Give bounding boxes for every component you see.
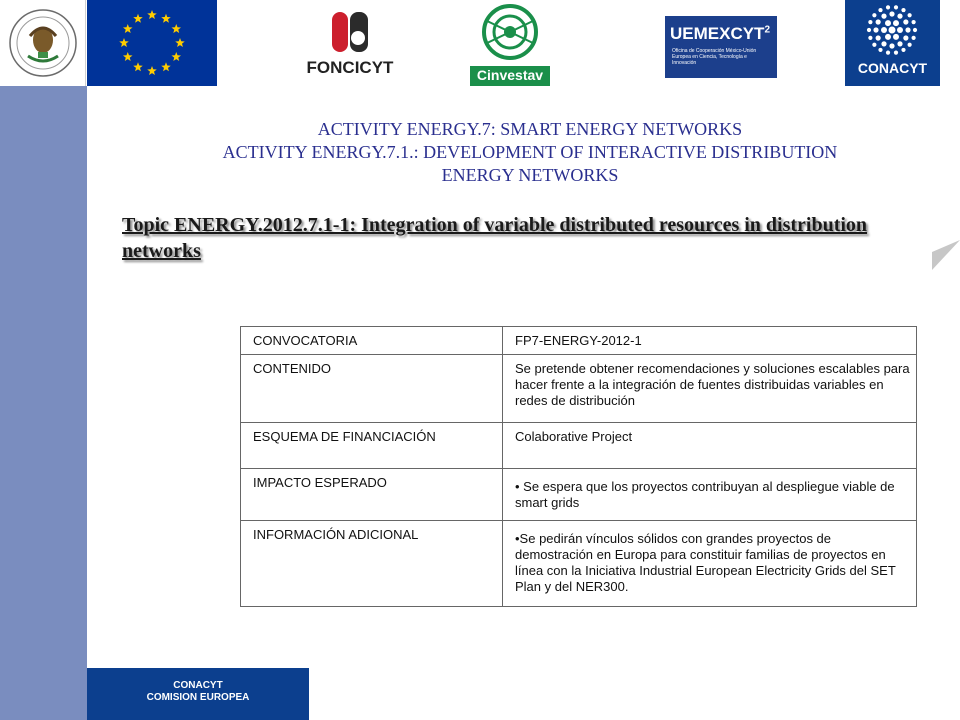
row-label: ESQUEMA DE FINANCIACIÓN: [241, 423, 503, 469]
mexico-seal-icon: [0, 0, 86, 86]
row-value: Se pretende obtener recomendaciones y soluciones escalables para hacer frente a la integración de fuentes distribuidas variables en redes de distribución: [503, 355, 917, 423]
row-value: •Se pedirán vínculos sólidos con grandes proyectos de demostración en Europa para constituir familias de proyectos en línea con la Iniciativa Industrial European Electricity Grids del SET Plan y del NER300.: [503, 521, 917, 607]
conacyt-dot-icon: [876, 35, 881, 40]
conacyt-wordmark: CONACYT: [857, 60, 928, 76]
conacyt-dot-icon: [885, 20, 891, 26]
conacyt-dot-icon: [908, 43, 912, 47]
conacyt-dot-icon: [886, 5, 890, 9]
table-row: [241, 355, 917, 423]
footer-label-block: [87, 668, 309, 720]
table-row: [241, 423, 917, 469]
conacyt-dot-icon: [893, 20, 899, 26]
eu-star-icon: [171, 24, 181, 33]
row-label: CONTENIDO: [241, 355, 503, 423]
conacyt-dot-icon: [868, 36, 872, 40]
conacyt-dot-icon: [912, 36, 916, 40]
next-arrow-icon[interactable]: [932, 240, 960, 270]
conacyt-dot-icon: [897, 27, 903, 33]
uemexcyt-superscript: 2: [764, 24, 771, 36]
eu-star-icon: [171, 52, 181, 61]
row-value: Colaborative Project: [503, 423, 917, 469]
cinvestav-logo: [465, 0, 555, 86]
eu-stars-icon: [87, 0, 217, 86]
conacyt-dot-icon: [881, 27, 887, 33]
conacyt-dot-icon: [878, 8, 882, 12]
conacyt-dot-icon: [881, 41, 886, 46]
row-label: IMPACTO ESPERADO: [241, 469, 503, 521]
foncicyt-logo: [300, 0, 400, 86]
conacyt-dot-icon: [876, 19, 881, 24]
conacyt-dot-icon: [885, 34, 891, 40]
conacyt-dot-icon: [903, 35, 908, 40]
row-value: FP7-ENERGY-2012-1: [503, 327, 917, 355]
conacyt-dot-icon: [886, 51, 890, 55]
eu-star-icon: [123, 24, 133, 33]
slide-title: [150, 118, 910, 187]
eu-star-icon: [133, 14, 143, 23]
eu-star-icon: [133, 62, 143, 71]
conacyt-dot-icon: [897, 14, 902, 19]
conacyt-dot-icon: [872, 43, 876, 47]
conacyt-dot-icon: [894, 51, 898, 55]
left-sidebar-band: [0, 86, 87, 720]
eu-star-icon: [161, 62, 171, 71]
eu-star-icon: [123, 52, 133, 61]
table-row: [241, 327, 917, 355]
conacyt-dot-icon: [873, 27, 878, 32]
cinvestav-wordmark: Cinvestav: [476, 67, 544, 83]
conacyt-dot-icon: [901, 48, 905, 52]
eu-star-icon: [147, 10, 157, 19]
foncicyt-wordmark: FONCICYT: [306, 58, 394, 77]
row-value: • Se espera que los proyectos contribuyan al despliegue viable de smart grids: [503, 469, 917, 521]
conacyt-dot-icon: [872, 13, 876, 17]
conacyt-dot-icon: [894, 5, 898, 9]
conacyt-dot-icon: [867, 28, 871, 32]
eu-star-icon: [175, 38, 185, 47]
footer-line-1: CONACYT: [173, 680, 223, 691]
mexico-seal-logo: [0, 0, 86, 86]
topic-heading: Topic ENERGY.2012.7.1-1: Integration of variable distributed resources in distribution networks: [122, 214, 868, 262]
header-logo-strip: [0, 0, 960, 86]
row-label: CONVOCATORIA: [241, 327, 503, 355]
footer-line-2: COMISION EUROPEA: [146, 692, 250, 703]
title-line-2: ACTIVITY ENERGY.7.1.: DEVELOPMENT OF INTERACTIVE DISTRIBUTION: [222, 142, 838, 162]
conacyt-dot-icon: [912, 20, 916, 24]
conacyt-dot-icon: [889, 43, 894, 48]
uemexcyt-tagline: Oficina de Cooperación México-Unión Europea en Ciencia, Tecnología e Innovación: [672, 48, 757, 66]
eu-star-icon: [147, 66, 157, 75]
conacyt-logo: [845, 0, 940, 86]
eu-star-icon: [119, 38, 129, 47]
eu-flag-logo: [87, 0, 217, 86]
conacyt-dot-icon: [905, 27, 910, 32]
row-label: INFORMACIÓN ADICIONAL: [241, 521, 503, 607]
conacyt-dot-icon: [878, 48, 882, 52]
call-info-table: [240, 326, 917, 607]
table-row: [241, 521, 917, 607]
conacyt-dot-icon: [901, 8, 905, 12]
conacyt-dot-icon: [868, 20, 872, 24]
conacyt-dot-icon: [881, 14, 886, 19]
conacyt-dot-icon: [897, 41, 902, 46]
conacyt-dot-icon: [913, 28, 917, 32]
title-line-1: ACTIVITY ENERGY.7: SMART ENERGY NETWORKS: [317, 119, 743, 139]
uemexcyt-name: UEMEXCYT: [669, 24, 765, 43]
conacyt-dot-icon: [908, 13, 912, 17]
uemexcyt-logo: [660, 0, 780, 86]
conacyt-dot-icon: [889, 11, 894, 16]
conacyt-dot-icon: [893, 34, 899, 40]
uemexcyt-wordmark: [660, 24, 780, 44]
conacyt-dot-icon: [903, 19, 908, 24]
conacyt-dot-icon: [889, 27, 896, 34]
eu-star-icon: [161, 14, 171, 23]
title-line-3: ENERGY NETWORKS: [441, 165, 619, 185]
table-row: [241, 469, 917, 521]
